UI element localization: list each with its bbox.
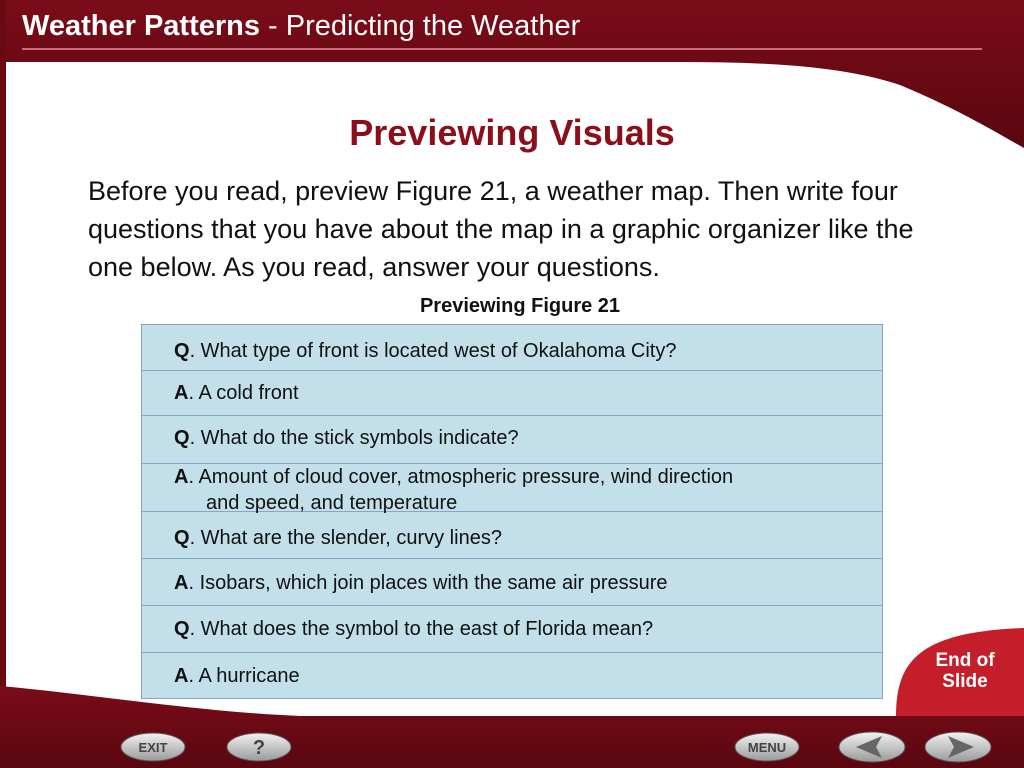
row-text: . Isobars, which join places with the same air pressure [188,572,668,594]
exit-label: EXIT [138,740,168,755]
help-label: ? [252,737,266,759]
header-title-bold: Weather Patterns [22,10,260,42]
organizer-caption: Previewing Figure 21 [419,295,621,317]
header-divider [22,48,982,50]
end-of-slide-line2: Slide [942,671,988,692]
organizer-row [142,606,882,653]
help-button[interactable] [226,732,292,762]
row-label: Q [174,527,190,549]
organizer-row [142,559,882,606]
next-button[interactable] [924,730,992,764]
intro-paragraph: Before you read, preview Figure 21, a weather map. Then write four questions that you have about the map in a graphic organizer like the one below. As you read, answer your questions. [88,176,914,282]
row-text: . What does the symbol to the east of Florida mean? [189,618,654,640]
row-text: . Amount of cloud cover, atmospheric pressure, wind direction [188,466,734,488]
row-label: Q [174,618,190,640]
end-of-slide-line1: End of [935,650,995,671]
end-of-slide-badge [906,638,1024,708]
row-text: . What are the slender, curvy lines? [189,527,502,549]
row-text: . A hurricane [188,665,300,687]
row-text: . What do the stick symbols indicate? [189,427,519,449]
organizer-row [142,371,882,416]
previous-button[interactable] [838,730,906,764]
organizer-row [142,416,882,464]
row-text: . What type of front is located west of Okalahoma City? [189,340,677,362]
organizer-row [142,325,882,371]
menu-label: MENU [747,740,787,755]
row-label: A [174,466,189,488]
header-title [22,10,580,43]
row-label: Q [174,340,190,362]
row-label: Q [174,427,190,449]
row-text: . A cold front [188,382,299,404]
organizer-row [142,653,882,699]
exit-button[interactable] [120,732,186,762]
organizer-row [142,464,882,512]
menu-button[interactable] [734,732,800,762]
row-label: A [174,665,189,687]
organizer-row [142,512,882,559]
header-subtitle: - Predicting the Weather [260,10,581,42]
row-label: A [174,572,189,594]
slide-title: Previewing Visuals [349,112,675,153]
graphic-organizer [141,324,883,699]
row-text-continued: and speed, and temperature [206,492,458,514]
row-label: A [174,382,189,404]
